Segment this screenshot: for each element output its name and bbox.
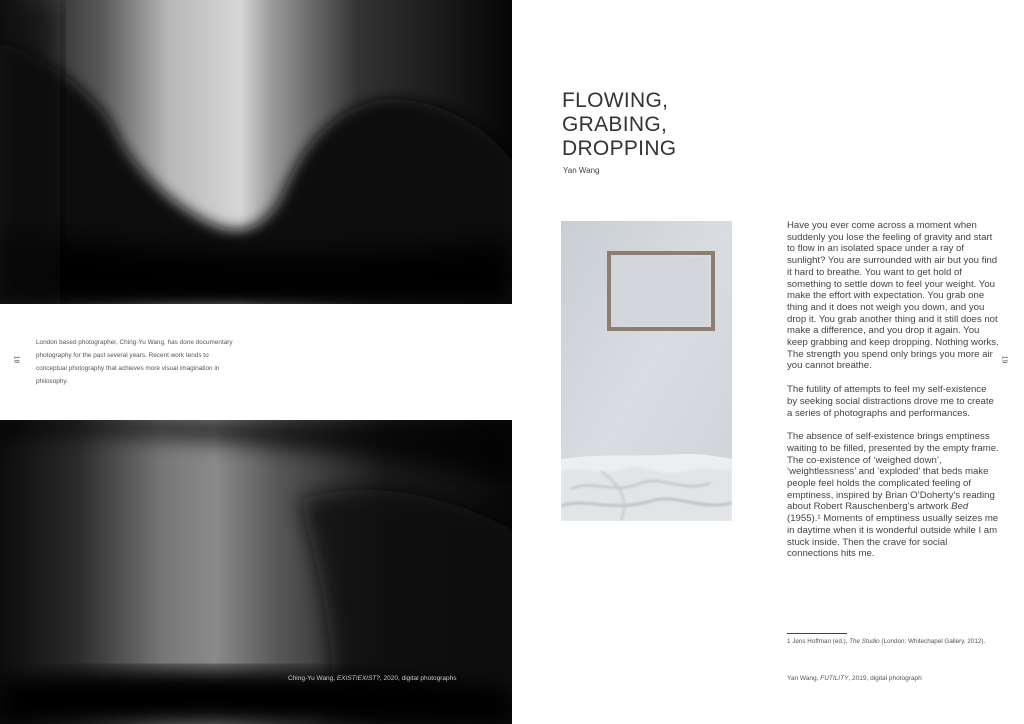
footnote-text: 1 Jens Hoffman (ed.), <box>787 638 850 645</box>
photo-credit-right <box>787 675 922 682</box>
footnote <box>787 637 997 646</box>
credit-details: , 2020, digital photographs <box>379 675 457 682</box>
body-paragraph: The futility of attempts to feel my self-existence by seeking social distractions drove me to create a series of photographs and performances. <box>787 384 994 419</box>
body-paragraph <box>787 431 999 560</box>
photo-credit-left <box>288 675 457 682</box>
left-caption: London based photographer, Ching-Yu Wang, has done documentary photography for the past several years. Recent work tends to conceptual photography that achieves more visual imagination in philosophy. <box>36 339 233 385</box>
author-name: Yan Wang <box>563 166 600 175</box>
credit-artist: Ching-Yu Wang, <box>288 675 337 682</box>
footnote-text: (London: Whitechapel Gallery, 2012). <box>879 638 986 645</box>
article-body <box>787 220 999 572</box>
paragraph-text: (1955).¹ Moments of emptiness usually seizes me in daytime when it is wonderful outside while I am stuck inside. Then the crave for social connections hits me. <box>787 513 999 560</box>
title-line: GRABING, <box>562 113 668 136</box>
credit-title: EXIST!EXIST? <box>336 675 380 682</box>
title-line: FLOWING, <box>562 89 669 112</box>
credit-artist: Yan Wang, <box>787 675 821 682</box>
paragraph-text: The absence of self-existence brings emptiness waiting to be filled, presented by the empty frame. The co-existence of ‘weighed down’, ‘weightlessness’ and ‘exploded’ that beds make people feel holds the complicated feeling of emptiness, inspired by Brian O’Doherty’s reading about Robert Rauschenberg’s artwork <box>787 431 999 513</box>
page-number-right: 19 <box>1000 355 1008 364</box>
article-title <box>562 89 676 161</box>
footnote-rule <box>787 633 847 634</box>
footnote-book-title: The Studio <box>849 638 880 645</box>
body-paragraph: Have you ever come across a moment when suddenly you lose the feeling of gravity and start to flow in an isolated space under a ray of sunlight? You are surrounded with air but you find it hard to breathe. You want to get hold of something to settle down to feel your weight. You make the effort with expectation. You grab one thing and it does not weigh you down, and you drop it. You grab another thing and it still does not make a difference, and you drop it again. You keep grabbing and keep dropping. Nothing works. The strength you spend only brings you more air you cannot breathe. <box>787 220 999 372</box>
futility-photo <box>561 221 732 521</box>
exist-photo-top <box>0 0 512 304</box>
title-line: DROPPING <box>562 137 677 160</box>
artwork-title: Bed <box>951 501 969 513</box>
page-number-left: 18 <box>12 355 20 364</box>
credit-details: , 2019, digital photograph <box>848 675 922 682</box>
credit-title: FUTILITY <box>820 675 849 682</box>
